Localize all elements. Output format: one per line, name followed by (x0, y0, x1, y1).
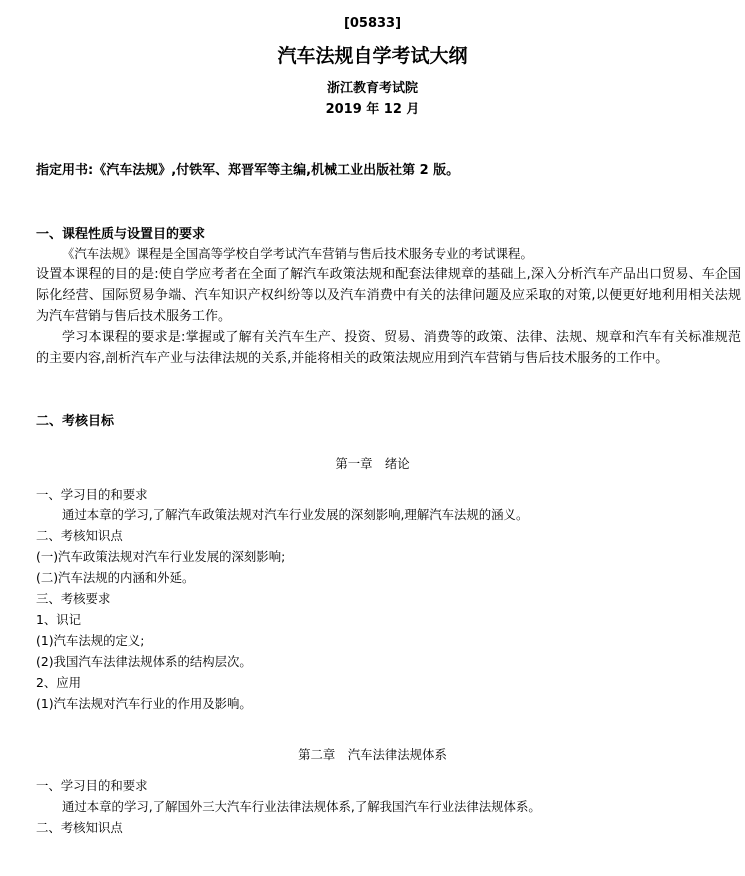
chapter-1-line: 2、应用 (36, 675, 82, 690)
paragraph-course-intro: 《汽车法规》课程是全国高等学校自学考试汽车营销与售后技术服务专业的考试课程。 (62, 246, 533, 261)
chapter-1-line: 通过本章的学习,了解汽车政策法规对汽车行业发展的深刻影响,理解汽车法规的涵义。 (62, 507, 529, 522)
chapter-1-line: (二)汽车法规的内涵和外延。 (36, 570, 195, 585)
chapter-2-line: 一、学习目的和要求 (36, 778, 148, 793)
chapter-2-title: 第二章 汽车法律法规体系 (298, 747, 447, 762)
section-heading-assessment-goals: 二、考核目标 (36, 414, 115, 429)
chapter-2-line: 二、考核知识点 (36, 820, 123, 835)
paragraph-course-requirements: 学习本课程的要求是:掌握或了解有关汽车生产、投资、贸易、消费等的政策、法律、法规、规章和汽车有关标准规范的主要内容,剖析汽车产业与法律法规的关系,并能将相关的政策法规应用到汽车营销与售后技术服务的工作中。 (36, 330, 741, 366)
chapter-1-line: (2)我国汽车法律法规体系的结构层次。 (36, 654, 252, 669)
chapter-1-line: (一)汽车政策法规对汽车行业发展的深刻影响; (36, 549, 286, 564)
chapter-1-line: 1、识记 (36, 612, 82, 627)
section-heading-course-nature: 一、课程性质与设置目的要求 (36, 227, 206, 242)
issue-date: 2019 年 12 月 (325, 102, 420, 117)
document-title: 汽车法规自学考试大纲 (277, 45, 468, 67)
designated-textbook: 指定用书:《汽车法规》,付铁军、郑晋军等主编,机械工业出版社第 2 版。 (36, 163, 460, 178)
chapter-2-line: 通过本章的学习,了解国外三大汽车行业法律法规体系,了解我国汽车行业法律法规体系。 (62, 799, 541, 814)
chapter-1-line: 三、考核要求 (36, 591, 111, 606)
chapter-1-line: (1)汽车法规对汽车行业的作用及影响。 (36, 696, 252, 711)
chapter-1-line: 二、考核知识点 (36, 528, 123, 543)
chapter-1-title: 第一章 绪论 (335, 456, 410, 471)
chapter-1-line: 一、学习目的和要求 (36, 487, 148, 502)
paragraph-course-purpose: 设置本课程的目的是:使自学应考者在全面了解汽车政策法规和配套法律规章的基础上,深入分析汽车产品出口贸易、车企国际化经营、国际贸易争端、汽车知识产权纠纷等以及汽车消费中有关的法律问题及应采取的对策,以便更好地利用相关法规为汽车营销与售后技术服务工作。 (36, 267, 741, 324)
chapter-1-line: (1)汽车法规的定义; (36, 633, 145, 648)
document-code: [05833] (343, 16, 402, 31)
issuing-organization: 浙江教育考试院 (326, 81, 418, 96)
